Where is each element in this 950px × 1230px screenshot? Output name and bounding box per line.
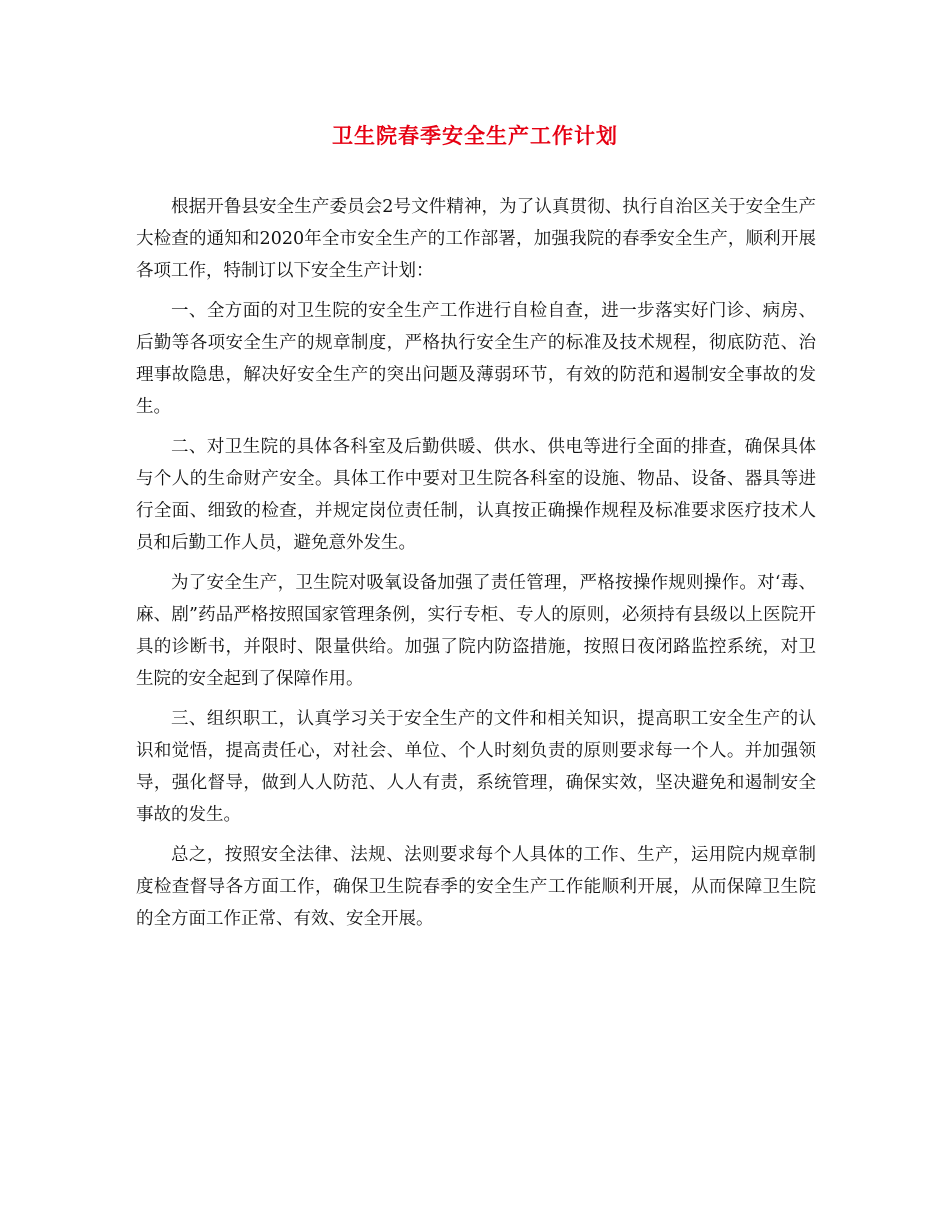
paragraph-item-2: 二、对卫生院的具体各科室及后勤供暖、供水、供电等进行全面的排查，确保具体与个人的生命财产安全。具体工作中要对卫生院各科室的设施、物品、设备、器具等进行全面、细致的检查，并规定岗位责任制，认真按正确操作规程及标准要求医疗技术人员和后勤工作人员，避免意外发生。: [136, 437, 816, 553]
paragraph-summary: 总之，按照安全法律、法规、法则要求每个人具体的工作、生产，运用院内规章制度检查督导各方面工作，确保卫生院春季的安全生产工作能顺利开展，从而保障卫生院的全方面工作正常、有效、安全开展。: [136, 845, 816, 929]
paragraph-item-1: 一、全方面的对卫生院的安全生产工作进行自检自查，进一步落实好门诊、病房、后勤等各项安全生产的规章制度，严格执行安全生产的标准及技术规程，彻底防范、治理事故隐患，解决好安全生产的突出问题及薄弱环节，有效的防范和遏制安全事故的发生。: [136, 301, 816, 417]
paragraph-item-3: 三、组织职工，认真学习关于安全生产的文件和相关知识，提高职工安全生产的认识和觉悟，提高责任心，对社会、单位、个人时刻负责的原则要求每一个人。并加强领导，强化督导，做到人人防范、人人有责，系统管理，确保实效，坚决避免和遏制安全事故的发生。: [136, 709, 816, 825]
paragraph-intro: 根据开鲁县安全生产委员会2号文件精神，为了认真贯彻、执行自治区关于安全生产大检查的通知和2020年全市安全生产的工作部署，加强我院的春季安全生产，顺利开展各项工作，特制订以下安全生产计划：: [136, 197, 816, 281]
document-body: [136, 191, 816, 943]
document-title: 卫生院春季安全生产工作计划: [332, 123, 618, 148]
paragraph-oxygen-safety: 为了安全生产，卫生院对吸氧设备加强了责任管理，严格按操作规则操作。对‘毒、麻、剧”药品严格按照国家管理条例，实行专柜、专人的原则，必须持有县级以上医院开具的诊断书，并限时、限量供给。加强了院内防盗措施，按照日夜闭路监控系统，对卫生院的安全起到了保障作用。: [136, 573, 816, 689]
